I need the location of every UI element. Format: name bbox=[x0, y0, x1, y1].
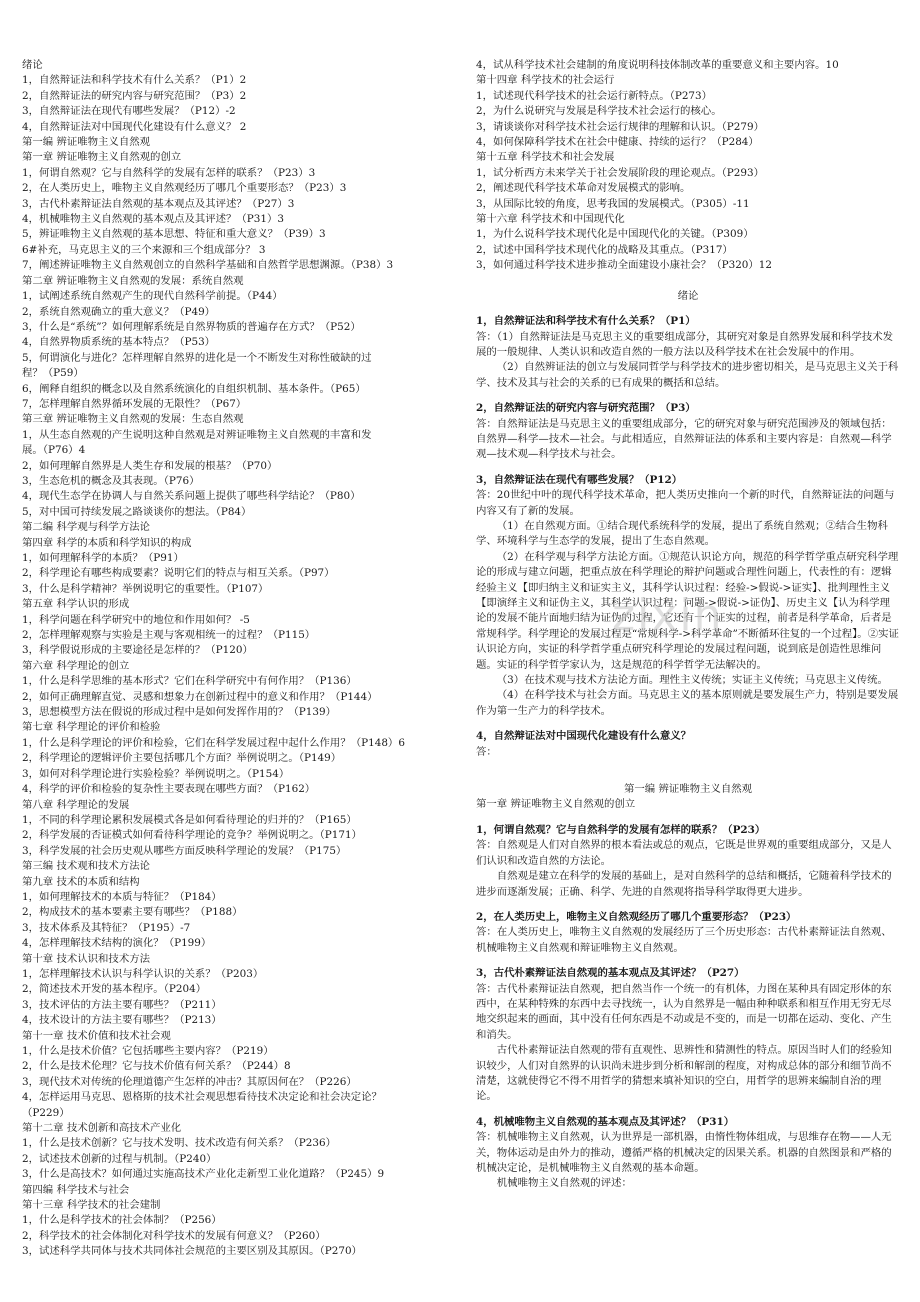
toc-line: 第三章 辨证唯物主义自然观的发展：生态自然观 bbox=[22, 413, 244, 426]
toc-line: 2，试述技术创新的过程与机制。（P240） bbox=[22, 1152, 217, 1165]
toc-line: 2，系统自然观确立的重大意义？（P49） bbox=[22, 305, 216, 318]
toc-line: 2，在人类历史上，唯物主义自然观经历了哪几个重要形态？（P23）3 bbox=[22, 182, 347, 195]
intro-q3-answer-5: （4）在科学技术与社会方面。马克思主义的基本原则就是要发展生产力，特别是要发展作为第一生产力的科学技术。 bbox=[476, 689, 899, 717]
toc-line: 4，试从科学技术社会建制的角度说明科技体制改革的重要意义和主要内容。10 bbox=[476, 59, 839, 71]
part1-q1-answer-1: 答：自然观是人们对自然界的根本看法或总的观点，它既是世界观的重要组成部分，又是人们认识和改造自然的方法论。 bbox=[476, 839, 892, 867]
toc-line: 1，什么是科学技术的社会体制？（P256） bbox=[22, 1214, 222, 1227]
toc-line: 7，阐述辨证唯物主义自然观创立的自然科学基础和自然哲学思想渊源。（P38）3 bbox=[22, 259, 394, 272]
part1-q2-answer-1: 答：在人类历史上，唯物主义自然观的发展经历了三个历史形态：古代朴素辩证法自然观、机械唯物主义自然观和辩证唯物主义自然观。 bbox=[476, 926, 892, 954]
toc-line: 第八章 科学理论的发展 bbox=[22, 798, 130, 811]
toc-line: 第三编 技术观和技术方法论 bbox=[22, 860, 150, 873]
watermark: zixin bbox=[612, 590, 724, 641]
intro-q4-answer-1: 答： bbox=[476, 745, 497, 758]
toc-line: 1，什么是科学思维的基本形式？它们在科学研究中有何作用？（P136） bbox=[22, 675, 357, 688]
toc-line: 第十六章 科学技术和中国现代化 bbox=[476, 213, 625, 226]
toc-line: 3，思想模型方法在假说的形成过程中是如何发挥作用的？（P139） bbox=[22, 706, 336, 719]
toc-line: 4，科学的评价和检验的复杂性主要表现在哪些方面？（P162） bbox=[22, 783, 316, 796]
toc-line: 绪论 bbox=[22, 59, 43, 71]
intro-q3-answer-2: （1）在自然观方面。①结合现代系统科学的发展，提出了系统自然观；②结合生物科学、环境科学与生态学的发展，提出了生态自然观。 bbox=[476, 519, 888, 548]
intro-title: 绪论 bbox=[677, 289, 699, 302]
toc-line: 1，自然辩证法和科学技术有什么关系？（P1）2 bbox=[22, 74, 247, 87]
intro-q4: 4，自然辩证法对中国现代化建设有什么意义？ bbox=[476, 730, 692, 743]
toc-line: 1，什么是科学理论的评价和检验，它们在科学发展过程中起什么作用？（P148）6 bbox=[22, 736, 405, 749]
toc-line: 第二编 科学观与科学方法论 bbox=[22, 521, 150, 534]
part1-chapter: 第一章 辨证唯物主义自然观的创立 bbox=[476, 798, 636, 811]
toc-continuation bbox=[476, 58, 900, 274]
toc-line: 6，阐释自组织的概念以及自然系统演化的自组织机制、基本条件。（P65） bbox=[22, 382, 366, 395]
toc-line: 1，试述现代科学技术的社会运行新特点。（P273） bbox=[476, 89, 713, 102]
toc-line: 3，技术体系及其特征？（P195）-7 bbox=[22, 921, 191, 934]
left-column bbox=[22, 58, 454, 1260]
toc-line: 3，如何通过科学技术进步推动全面建设小康社会？（P320）12 bbox=[476, 259, 773, 272]
toc-line: 3，科学发展的社会历史观从哪些方面反映科学理论的发展？（P175） bbox=[22, 844, 347, 857]
toc-line: 1，试分析西方未来学关于社会发展阶段的理论观点。（P293） bbox=[476, 166, 764, 179]
toc-line: 2，如何正确理解直觉、灵感和想象力在创新过程中的意义和作用？（P144） bbox=[22, 690, 378, 703]
part1-q1: 1，何谓自然观？它与自然科学的发展有怎样的联系？（P23） bbox=[476, 823, 766, 836]
toc-line: 2，为什么说研究与发展是科学技术社会运行的核心。 bbox=[476, 105, 722, 118]
toc-line: 3，科学假说形成的主要途径是怎样的？（P120） bbox=[22, 644, 253, 657]
toc-line: 3，什么是高技术？如何通过实施高技术产业化走新型工业化道路？（P245）9 bbox=[22, 1168, 385, 1181]
toc-line: 4，自然界物质系统的基本特点？（P53） bbox=[22, 336, 216, 349]
toc-line: 展。（P76）4 bbox=[22, 444, 86, 457]
toc-line: 程？（P59） bbox=[22, 367, 84, 380]
toc-line: 7，怎样理解自然界循环发展的无限性？（P67） bbox=[22, 397, 247, 410]
part1-q3: 3，古代朴素辩证法自然观的基本观点及其评述？（P27） bbox=[476, 967, 745, 980]
toc-line: 3，从国际比较的角度，思考我国的发展模式。（P305）-11 bbox=[476, 197, 750, 210]
toc-line: 2，如何理解自然界是人类生存和发展的根基？（P70） bbox=[22, 459, 278, 472]
part1-q4-answer-1: 答：机械唯物主义自然观，认为世界是一部机器，由惰性物体组成，与思维存在物——人无关，物体运动是由外力的推动，遵循严格的机械决定的因果关系。机器的自然图景和严格的机械决定论，是机械唯物主义自然观的基本命题。 bbox=[476, 1131, 892, 1174]
toc-line: 3，自然辩证法在现代有哪些发展？（P12）-2 bbox=[22, 105, 236, 118]
toc-line: 第十章 技术认识和技术方法 bbox=[22, 952, 150, 965]
toc-line: 1，什么是技术创新？它与技术发明、技术改造有何关系？（P236） bbox=[22, 1137, 336, 1150]
toc-line: 3，生态危机的概念及其表现。（P76） bbox=[22, 474, 200, 487]
toc-line: 1，不同的科学理论累积发展模式各是如何看待理论的归并的？（P165） bbox=[22, 813, 357, 826]
toc-line: 1，试阐述系统自然观产生的现代自然科学前提。（P44） bbox=[22, 290, 283, 303]
toc-line: 第一章 辨证唯物主义自然观的创立 bbox=[22, 151, 182, 164]
part1-q2: 2，在人类历史上，唯物主义自然观经历了哪几个重要形态？（P23） bbox=[476, 910, 797, 923]
toc-line: 3，如何对科学理论进行实验检验？举例说明之。（P154） bbox=[22, 767, 290, 780]
toc-line: 4，机械唯物主义自然观的基本观点及其评述？（P31）3 bbox=[22, 213, 285, 226]
toc-line: 3，现代技术对传统的伦理道德产生怎样的冲击？其原因何在？（P226） bbox=[22, 1075, 357, 1088]
toc-line: 3，技术评估的方法主要有哪些？（P211） bbox=[22, 998, 222, 1011]
toc-line: 1，为什么说科学技术现代化是中国现代化的关键。（P309） bbox=[476, 228, 754, 241]
intro-q2: 2，自然辩证法的研究内容与研究范围？（P3） bbox=[476, 402, 696, 415]
toc-line: 6#补充，马克思主义的三个来源和三个组成部分？ 3 bbox=[22, 243, 266, 256]
intro-q3-answer-3: （2）在科学观与科学方法论方面。①规范认识论方向，规范的科学哲学重点研究科学理论的形成与建立问题，把重点放在科学理论的辩护问题或合理性问题上，代表性的有：逻辑经验主义【即归纳主义和证实主义，其科学认识过程：经验->假说->证实】、批判理性主义【即演绎主义和证伪主义，其科学认识过程：问题->假说->证伪】、历史主义【认为科学理论的发展不能片面地归结为证伪的过程，它还有一个证实的过程，前者是科学革命，后者是常规科学。科学理论的发展过程是“常规科学->科学革命”不断循环往复的一个过程】。②实证认识论方向，实证的科学哲学重点研究科学理论的发展过程问题，说到底是创造性思维问题。实证的科学哲学家认为，这是规范的科学哲学无法解决的。 bbox=[476, 550, 899, 671]
toc-line: 1，什么是技术价值？它包括哪些主要内容？（P219） bbox=[22, 1045, 274, 1057]
part1-q1-answer-2: 自然观是建立在科学的发展的基础上，是对自然科学的总结和概括，它随着科学技术的进步而逐渐发展；正确、科学、先进的自然观将指导科学取得更大进步。 bbox=[476, 870, 892, 898]
toc-line: 5，辨证唯物主义自然观的基本思想、特征和重大意义？（P39）3 bbox=[22, 228, 326, 241]
toc-line: 1，如何理解技术的本质与特征？（P184） bbox=[22, 890, 222, 903]
toc-line: 3，什么是科学精神？举例说明它的重要性。（P107） bbox=[22, 582, 269, 595]
toc-line: 2，什么是技术伦理？它与技术价值有何关系？（P244）8 bbox=[22, 1060, 291, 1073]
toc-line: 2，怎样理解观察与实验是主观与客观相统一的过程？（P115） bbox=[22, 629, 316, 642]
toc-line: 1，怎样理解技术认识与科学认识的关系？（P203） bbox=[22, 967, 264, 980]
toc-line: 第一编 辨证唯物主义自然观 bbox=[22, 136, 150, 149]
toc-line: 2，科学技术的社会体制化对科学技术的发展有何意义？（P260） bbox=[22, 1229, 326, 1242]
toc-line: 2，阐述现代科学技术革命对发展模式的影响。 bbox=[476, 182, 691, 195]
toc-line: 5，何谓演化与进化？怎样理解自然界的进化是一个不断发生对称性破缺的过 bbox=[22, 351, 372, 364]
toc-line: 1，从生态自然观的产生说明这种自然观是对辨证唯物主义自然观的丰富和发 bbox=[22, 428, 372, 441]
toc-line: 第十二章 技术创新和高技术产业化 bbox=[22, 1122, 182, 1135]
toc-line: 4，技术设计的方法主要有哪些？（P213） bbox=[22, 1014, 222, 1027]
toc-line: 4，怎样理解技术结构的演化？（P199） bbox=[22, 937, 212, 950]
toc-line: 第十一章 技术价值和技术社会观 bbox=[22, 1029, 171, 1042]
intro-q3-answer-4: （3）在技术观与技术方法论方面。理性主义传统；实证主义传统；马克思主义传统。 bbox=[496, 674, 888, 687]
toc-line: 第十三章 科学技术的社会建制 bbox=[22, 1199, 161, 1212]
toc-line: 第四章 科学的本质和科学知识的构成 bbox=[22, 536, 192, 549]
toc-line: 1，如何理解科学的本质？（P91） bbox=[22, 552, 184, 564]
toc-line: （P229） bbox=[22, 1106, 70, 1119]
toc-line: 3，请谈谈你对科学技术社会运行规律的理解和认识。（P279） bbox=[476, 120, 764, 133]
intro-q2-answer-1: 答：自然辩证法是马克思主义的重要组成部分，它的研究对象与研究范围涉及的领域包括：自然界—科学—技术—社会。与此相适应，自然辩证法的体系和主要内容是：自然观—科学观—技术观—科学技术与社会。 bbox=[476, 417, 892, 461]
part1-q3-answer-2: 古代朴素辩证法自然观的带有直观性、思辨性和猜测性的特点。原因当时人们的经验知识较少，人们对自然界的认识尚未进步到分析和解剖的程度，对构成总体的部分和细节尚不清楚，这就使得它不得不用哲学的猜想来填补知识的空白，用哲学的思辨来编制自治的理论。 bbox=[476, 1044, 892, 1103]
toc-line: 第四编 科学技术与社会 bbox=[22, 1183, 130, 1196]
toc-line: 3，试述科学共同体与技术共同体社会规范的主要区别及其原因。（P270） bbox=[22, 1245, 362, 1258]
toc-line: 2，科学理论有哪些构成要素？说明它们的特点与相互关系。（P97） bbox=[22, 567, 335, 580]
part1-q4-answer-2: 机械唯物主义自然观的评述： bbox=[496, 1177, 632, 1190]
toc-line: 第十四章 科学技术的社会运行 bbox=[476, 74, 615, 87]
toc-line: 4，怎样运用马克思、恩格斯的技术社会观思想看待技术决定论和社会决定论？ bbox=[22, 1091, 382, 1104]
toc-line: 5，对中国可持续发展之路谈谈你的想法。（P84） bbox=[22, 505, 252, 518]
intro-q1-answer-1: 答：（1）自然辩证法是马克思主义的重要组成部分，其研究对象是自然界发展和科学技术发展的一般规律、人类认识和改造自然的一般方法以及科学技术在社会发展中的作用。 bbox=[476, 330, 894, 358]
toc-line: 4，自然辩证法对中国现代化建设有什么意义？ 2 bbox=[22, 120, 247, 133]
part1-title: 第一编 辨证唯物主义自然观 bbox=[624, 783, 752, 796]
toc-line: 第十五章 科学技术和社会发展 bbox=[476, 151, 615, 164]
intro-q1-answer-2: （2）自然辨证法的创立与发展同哲学与科学技术的进步密切相关，是马克思主义关于科学、技术及其与社会的关系的已有成果的概括和总结。 bbox=[476, 361, 899, 389]
intro-q3: 3，自然辩证法在现代有哪些发展？（P12） bbox=[476, 473, 683, 486]
part1-q4: 4，机械唯物主义自然观的基本观点及其评述？（P31） bbox=[476, 1115, 735, 1128]
toc-line: 2，试述中国科学技术现代化的战略及其重点。（P317） bbox=[476, 243, 733, 256]
toc-line: 2，科学发展的否证模式如何看待科学理论的竞争？举例说明之。（P171） bbox=[22, 829, 362, 842]
part1-q3-answer-1: 答：古代朴素辩证法自然观，把自然当作一个统一的有机体，力图在某种具有固定形体的东西中，在某种特殊的东西中去寻找统一，认为自然界是一幅由种种联系和相互作用无穷无尽地交织起来的画面，其中没有任何东西是不动或是不变的，而是一切都在运动、变化、产生和消失。 bbox=[476, 982, 892, 1041]
toc-line: 第七章 科学理论的评价和检验 bbox=[22, 721, 161, 734]
toc-line: 第六章 科学理论的创立 bbox=[22, 659, 130, 672]
toc-line: 第二章 辨证唯物主义自然观的发展：系统自然观 bbox=[22, 274, 244, 287]
toc-line: 2，构成技术的基本要素主要有哪些？（P188） bbox=[22, 906, 243, 919]
toc-line: 3，古代朴素辩证法自然观的基本观点及其评述？（P27）3 bbox=[22, 197, 295, 210]
toc-line: 1，何谓自然观？它与自然科学的发展有怎样的联系？（P23）3 bbox=[22, 166, 316, 179]
toc-line: 2，自然辩证法的研究内容与研究范围？（P3）2 bbox=[22, 89, 247, 102]
intro-q1: 1，自然辩证法和科学技术有什么关系？（P1） bbox=[476, 315, 696, 328]
toc-line: 第五章 科学认识的形成 bbox=[22, 598, 130, 611]
toc-line: 4，如何保障科学技术在社会中健康、持续的运行？（P284） bbox=[476, 136, 759, 149]
toc-line: 3，什么是“系统”？如何理解系统是自然界物质的普遍存在方式？（P52） bbox=[22, 320, 361, 333]
toc-line: 2，简述技术开发的基本程序。（P204） bbox=[22, 983, 207, 996]
toc-line: 2，科学理论的逻辑评价主要包括哪几个方面？举例说明之。（P149） bbox=[22, 752, 342, 765]
toc-line: 1，科学问题在科学研究中的地位和作用如何？ -5 bbox=[22, 613, 250, 626]
intro-q3-answer-1: 答：20世纪中叶的现代科学技术革命，把人类历史推向一个新的时代，自然辩证法的问题与内容又有了新的发展。 bbox=[476, 489, 895, 517]
toc-line: 第九章 技术的本质和结构 bbox=[22, 875, 140, 888]
toc-line: 4，现代生态学在协调人与自然关系问题上提供了哪些科学结论？（P80） bbox=[22, 490, 361, 503]
